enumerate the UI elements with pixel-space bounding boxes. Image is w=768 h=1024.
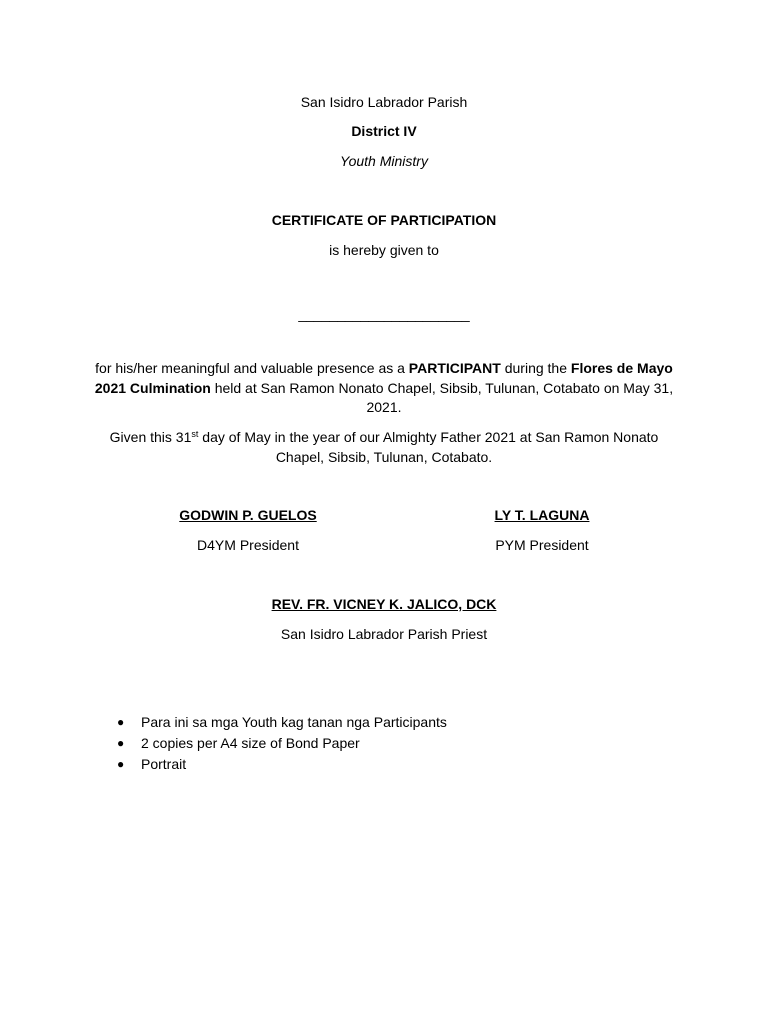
district-label: District IV — [351, 123, 417, 139]
given-date-paragraph — [100, 427, 668, 467]
signatory-title: PYM President — [495, 537, 589, 553]
participation-paragraph — [80, 359, 688, 418]
priest-title: San Isidro Labrador Parish Priest — [280, 626, 488, 642]
ordinal-suffix: st — [191, 429, 199, 439]
certificate-title: CERTIFICATE OF PARTICIPATION — [271, 212, 497, 228]
notes-list — [116, 712, 447, 775]
parish-name: San Isidro Labrador Parish — [300, 94, 468, 110]
paragraph-text: Given this 31 — [109, 429, 192, 445]
bullet-dot-icon: ● — [117, 757, 125, 771]
event-name: Flores de Mayo 2021 Culmination — [94, 360, 673, 396]
ministry-label: Youth Ministry — [340, 153, 428, 169]
paragraph-text: for his/her meaningful and valuable presence as a — [95, 360, 409, 376]
bullet-dot-icon: ● — [117, 715, 125, 729]
participant-emphasis: PARTICIPANT — [408, 360, 501, 376]
paragraph-text: day of May in the year of our Almighty Father 2021 at San Ramon Nonato Chapel, Sibsib, Tulunan, Cotabato. — [198, 429, 659, 465]
signatory-name: GODWIN P. GUELOS — [179, 507, 317, 523]
paragraph-text: held at San Ramon Nonato Chapel, Sibsib, Tulunan, Cotabato on May 31, 2021. — [210, 379, 674, 415]
signatory-left — [98, 505, 398, 555]
list-item: ● 2 copies per A4 size of Bond Paper — [116, 733, 447, 754]
signatory-title: D4YM President — [197, 537, 299, 553]
list-item: ● Para ini sa mga Youth kag tanan nga Participants — [116, 712, 447, 733]
recipient-name-blank: ______________________ — [298, 306, 470, 322]
list-item: ● Portrait — [116, 754, 447, 775]
paragraph-text: during the — [500, 360, 571, 376]
priest-name: REV. FR. VICNEY K. JALICO, DCK — [271, 596, 497, 612]
signatory-right — [392, 505, 692, 555]
given-to-text: is hereby given to — [329, 242, 439, 258]
bullet-dot-icon: ● — [117, 736, 125, 750]
signatory-name: LY T. LAGUNA — [494, 507, 590, 523]
